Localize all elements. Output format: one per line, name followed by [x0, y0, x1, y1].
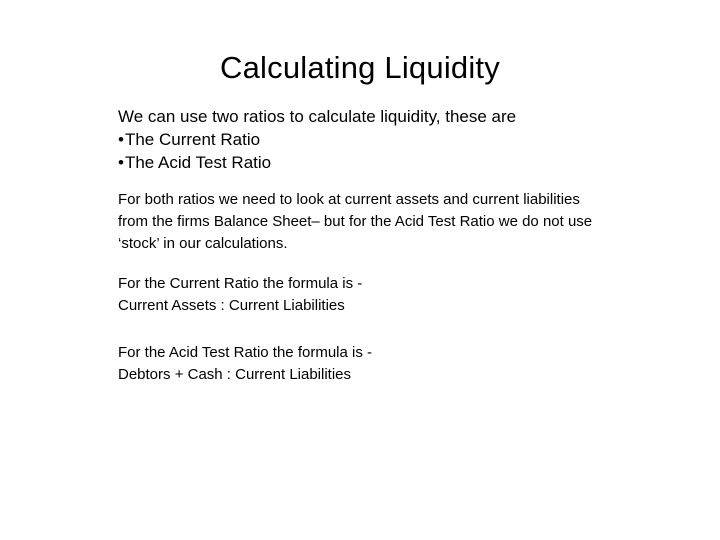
bullet-current-ratio — [118, 128, 678, 151]
bullet-text-current-ratio: The Current Ratio — [124, 130, 261, 149]
bullet-text-acid-test-ratio: The Acid Test Ratio — [124, 153, 272, 172]
assets-paragraph — [118, 189, 678, 255]
intro-line: We can use two ratios to calculate liquidity, these are — [118, 107, 517, 126]
assets-line-3: ‘stock’ in our calculations. — [118, 235, 288, 252]
assets-line-1: For both ratios we need to look at current assets and current liabilities — [118, 191, 580, 208]
current-ratio-paragraph — [118, 273, 678, 317]
current-ratio-formula: Current Assets : Current Liabilities — [118, 297, 345, 314]
current-ratio-lead: For the Current Ratio the formula is - — [118, 275, 363, 292]
acid-test-lead: For the Acid Test Ratio the formula is - — [118, 344, 372, 361]
acid-test-formula: Debtors + Cash : Current Liabilities — [118, 366, 352, 383]
slide-title: Calculating Liquidity — [220, 50, 500, 85]
bullet-acid-test-ratio — [118, 151, 678, 174]
acid-test-paragraph — [118, 342, 678, 386]
assets-line-2: from the firms Balance Sheet– but for the Acid Test Ratio we do not use — [118, 213, 593, 230]
intro-block — [118, 105, 678, 174]
